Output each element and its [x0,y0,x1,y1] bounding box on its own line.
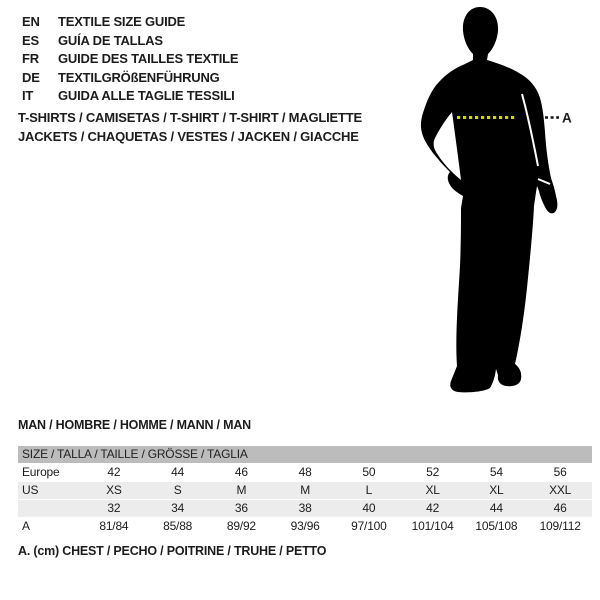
language-code: ES [22,32,39,48]
size-cell: 38 [298,501,312,515]
row-label: US [22,483,39,497]
language-row [22,32,238,51]
size-cell: 101/104 [411,519,454,533]
gender-heading: MAN / HOMBRE / HOMME / MANN / MAN [18,418,251,432]
language-row [22,13,238,32]
size-cell: 109/112 [539,519,581,533]
language-code: DE [22,69,40,85]
size-cell: 42 [107,465,121,479]
table-row-europe [18,464,592,481]
language-title: GUIDA ALLE TAGLIE TESSILI [58,88,235,104]
man-silhouette-body [421,7,557,392]
language-title: TEXTILE SIZE GUIDE [58,14,186,29]
table-row-us [18,482,592,499]
size-cell: XXL [549,483,572,497]
size-cell: M [236,483,247,497]
size-cell: 54 [489,465,503,479]
size-cell: 50 [362,465,376,479]
size-cell: 81/84 [99,519,129,533]
size-cell: 46 [234,465,248,479]
size-cell: 32 [107,501,121,515]
measurement-label-a: A [562,110,572,126]
size-cell: S [173,483,182,497]
size-cell: 48 [298,465,312,479]
language-title: GUIDE DES TAILLES TEXTILE [58,51,239,67]
row-label: A [22,519,30,533]
product-line-tshirts: T-SHIRTS / CAMISETAS / T-SHIRT / T-SHIRT / MAGLIETTE [18,110,362,125]
product-line-jackets: JACKETS / CHAQUETAS / VESTES / JACKEN / GIACCHE [18,128,359,144]
size-cell: 56 [553,465,567,479]
size-cell: 105/108 [475,519,518,533]
table-row-us-numeric [18,500,592,517]
language-row [22,50,238,69]
size-cell: 85/88 [163,519,193,533]
language-code: EN [22,14,40,29]
size-cell: L [365,483,373,497]
size-cell: 34 [171,501,185,515]
size-cell: 40 [362,501,376,515]
language-title: TEXTILGRÖßENFÜHRUNG [58,69,220,85]
size-cell: 42 [426,501,440,515]
language-list [22,13,238,106]
language-title: GUÍA DE TALLAS [58,32,163,48]
size-cell: 44 [489,501,503,515]
size-table [18,446,592,536]
size-table-header: SIZE / TALLA / TAILLE / GRÖSSE / TAGLIA [18,446,592,463]
language-row [22,87,238,106]
language-row [22,69,238,88]
size-cell: XL [425,483,440,497]
size-cell: 93/96 [290,519,320,533]
product-category-lines [18,109,362,146]
size-cell: XS [106,483,122,497]
size-cell: 89/92 [226,519,256,533]
row-label: Europe [22,465,60,479]
table-row-chest-cm [18,518,592,535]
row-label [18,500,82,517]
size-cell: 44 [171,465,185,479]
language-code: FR [22,51,39,67]
size-cell: 36 [234,501,248,515]
language-code: IT [22,88,34,104]
size-cell: 52 [426,465,440,479]
measurement-footnote: A. (cm) CHEST / PECHO / POITRINE / TRUHE / PETTO [18,544,327,558]
size-cell: M [300,483,311,497]
man-silhouette [400,0,600,410]
size-cell: XL [489,483,504,497]
size-cell: 46 [553,501,567,515]
size-cell: 97/100 [351,519,387,533]
